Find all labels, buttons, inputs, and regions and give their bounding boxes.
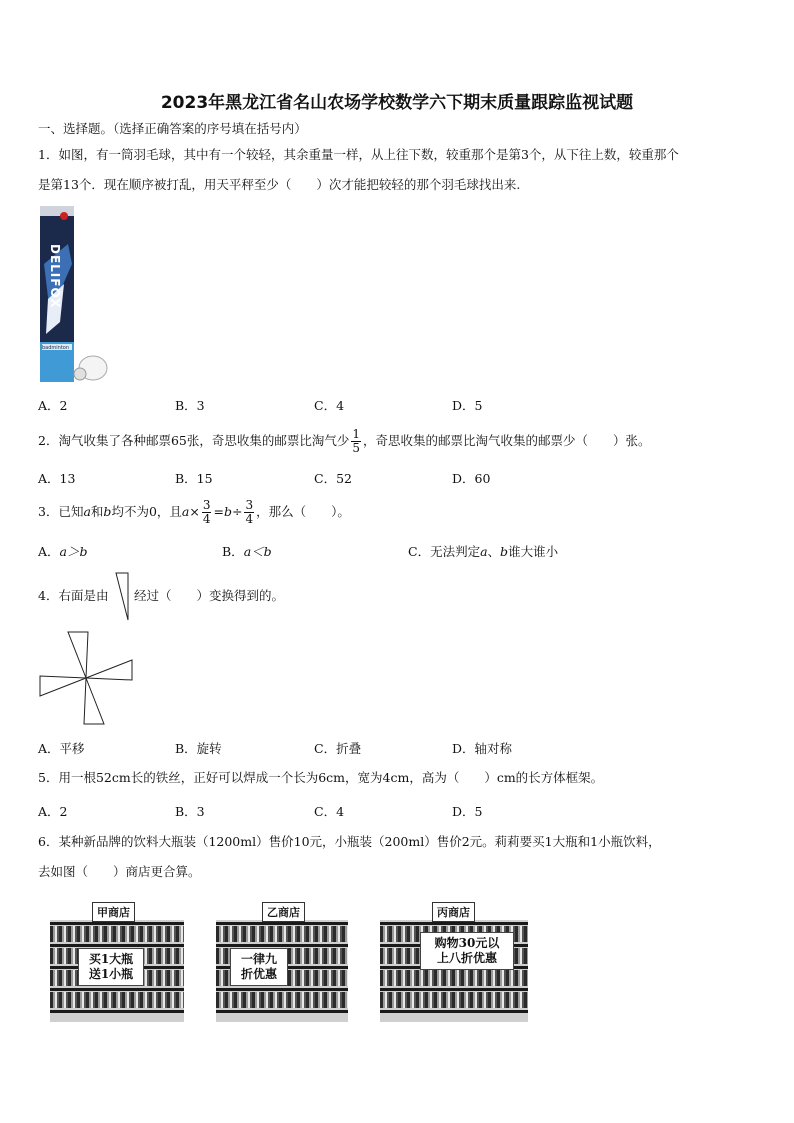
q3-p4: ，那么（ ）。	[256, 504, 350, 519]
q3-text	[38, 495, 350, 529]
q3-f2-den: 4	[245, 512, 254, 526]
q6-text-line2: 去如图（ ）商店更合算。	[38, 864, 201, 879]
q3-option-c[interactable]	[408, 542, 558, 560]
q3-option-b-expr: a＜b	[243, 544, 272, 559]
q3-var-b2: b	[223, 504, 232, 519]
q2-text-before: 2．淘气收集了各种邮票65张，奇思收集的邮票比淘气少	[38, 433, 350, 448]
q3-f2-num: 3	[245, 498, 254, 512]
q4-option-d[interactable]: D．轴对称	[452, 741, 513, 756]
shop-c-image	[380, 898, 528, 1024]
q3-f1-num: 3	[202, 498, 211, 512]
pinwheel-figure	[36, 630, 136, 728]
shop-b-poster-line1: 一律九	[240, 952, 277, 966]
q3-option-c-pre: C．无法判定	[408, 544, 481, 559]
q3-option-b-label: B．	[222, 544, 244, 559]
tube-sub-text: badminton	[42, 345, 70, 351]
shuttlecock-tube-image	[38, 204, 114, 386]
q4-option-b[interactable]: B．旋转	[175, 741, 222, 756]
q4-text-after: 经过（ ）变换得到的。	[134, 588, 285, 603]
q3-option-c-post: 谁大谁小	[508, 544, 559, 559]
q2-option-d[interactable]: D．60	[452, 471, 491, 486]
page-title: 2023年黑龙江省名山农场学校数学六下期末质量跟踪监视试题	[160, 93, 634, 113]
q3-option-a-expr: a＞b	[59, 544, 88, 559]
shop-c-name: 丙商店	[432, 902, 475, 922]
q3-option-c-a: a	[480, 544, 488, 559]
q5-option-a[interactable]: A．2	[38, 804, 68, 819]
q3-var-a2: a	[181, 504, 190, 519]
q4-text-before: 4．右面是由	[38, 588, 109, 603]
q2-option-b[interactable]: B．15	[175, 471, 213, 486]
shop-a-image	[50, 898, 184, 1024]
q1-option-a[interactable]: A．2	[38, 398, 68, 413]
q3-var-a: a	[83, 504, 91, 519]
q1-option-c[interactable]: C．4	[314, 398, 345, 413]
q3-option-b[interactable]	[222, 542, 272, 560]
shop-a-poster-line1: 买1大瓶	[88, 952, 134, 966]
q5-option-d[interactable]: D．5	[452, 804, 483, 819]
q2-fraction-den: 5	[352, 441, 361, 455]
q4-option-c[interactable]: C．折叠	[314, 741, 362, 756]
shop-a-name: 甲商店	[92, 902, 135, 922]
q1-text-line1: 1．如图，有一筒羽毛球，其中有一个较轻，其余重量一样，从上往下数，较重那个是第3个，从下往上数，较重那个	[38, 147, 679, 162]
q5-option-b[interactable]: B．3	[175, 804, 205, 819]
q4-option-a[interactable]: A．平移	[38, 741, 85, 756]
shop-b-poster-line2: 折优惠	[240, 967, 277, 981]
q3-var-b: b	[103, 504, 112, 519]
q3-p1: 3．已知	[38, 504, 84, 519]
q2-text-after: ，奇思收集的邮票比淘气收集的邮票少（ ）张。	[363, 433, 651, 448]
q3-option-c-b: b	[500, 544, 509, 559]
q3-fraction-2	[244, 499, 254, 526]
q3-div: ÷	[231, 504, 243, 519]
shop-c-poster-line1: 购物30元以	[434, 936, 500, 950]
q5-option-c[interactable]: C．4	[314, 804, 345, 819]
q1-option-b[interactable]: B．3	[175, 398, 205, 413]
shop-a-poster	[78, 948, 144, 986]
q3-p2: 和	[90, 504, 104, 519]
q5-text: 5．用一根52cm长的铁丝，正好可以焊成一个长为6cm，宽为4cm，高为（ ）cm的长方体框架。	[38, 770, 604, 785]
shop-c-poster-line2: 上八折优惠	[436, 951, 497, 965]
q6-text-line1: 6．某种新品牌的饮料大瓶装（1200ml）售价10元，小瓶装（200ml）售价2元。莉莉要买1大瓶和1小瓶饮料，	[38, 834, 661, 849]
q2-fraction-num: 1	[352, 427, 361, 441]
q3-eq: =	[213, 504, 224, 519]
q3-p3: 均不为0，且	[111, 504, 182, 519]
q2-option-a[interactable]: A．13	[38, 471, 76, 486]
q3-f1-den: 4	[202, 512, 211, 526]
shop-b-name: 乙商店	[262, 902, 305, 922]
q3-fraction-1	[202, 499, 212, 526]
q1-text-line2: 是第13个．现在顺序被打乱，用天平秤至少（ ）次才能把较轻的那个羽毛球找出来.	[38, 177, 521, 192]
q3-option-a[interactable]	[38, 542, 88, 560]
q2-fraction	[351, 428, 361, 455]
shop-b-image	[216, 898, 348, 1024]
q3-option-c-mid: 、	[487, 544, 501, 559]
section-heading: 一、选择题。（选择正确答案的序号填在括号内）	[38, 121, 307, 136]
q2-option-c[interactable]: C．52	[314, 471, 352, 486]
shop-a-poster-line2: 送1小瓶	[88, 967, 134, 981]
shop-c-poster	[420, 932, 514, 970]
tube-brand-text: DELIFOX	[48, 244, 62, 309]
shop-b-poster	[230, 948, 288, 986]
q3-option-a-label: A．	[38, 544, 60, 559]
q2-text	[38, 424, 651, 458]
triangle-shape-icon	[114, 572, 130, 622]
q3-times: ×	[189, 504, 200, 519]
q1-option-d[interactable]: D．5	[452, 398, 483, 413]
